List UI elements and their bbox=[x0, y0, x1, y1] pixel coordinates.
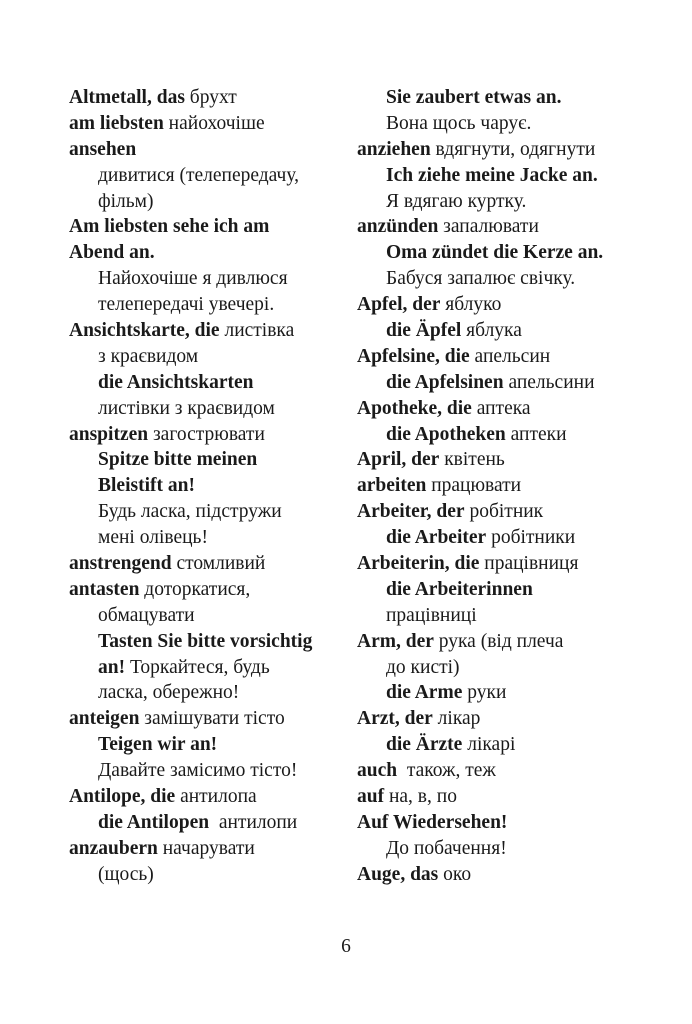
dictionary-line bbox=[69, 292, 344, 318]
headword: ansehen bbox=[69, 138, 137, 160]
page-number: 6 bbox=[341, 936, 351, 957]
dictionary-line bbox=[357, 163, 637, 189]
dictionary-line bbox=[357, 85, 637, 111]
headword: anzünden bbox=[357, 216, 439, 238]
translation: Бабуся запалює свічку. bbox=[386, 268, 576, 290]
dictionary-line bbox=[69, 758, 344, 784]
dictionary-line bbox=[69, 732, 344, 758]
translation: стомливий bbox=[171, 553, 266, 575]
dictionary-line bbox=[69, 370, 344, 396]
translation: на, в, по bbox=[384, 786, 457, 808]
headword: Bleistift an! bbox=[98, 475, 195, 497]
headword: Altmetall, das bbox=[69, 87, 185, 108]
translation: Найохочіше я дивлюся bbox=[98, 268, 288, 290]
dictionary-line bbox=[357, 758, 637, 784]
dictionary-line bbox=[69, 163, 344, 189]
headword: Am liebsten sehe ich am bbox=[69, 216, 270, 238]
dictionary-line bbox=[357, 629, 637, 655]
headword: Spitze bitte meinen bbox=[98, 449, 258, 471]
right-column bbox=[357, 85, 637, 888]
dictionary-line bbox=[69, 318, 344, 344]
translation: замішувати тісто bbox=[139, 708, 285, 730]
translation: яблуко bbox=[440, 294, 502, 316]
headword: April, der bbox=[357, 449, 440, 471]
dictionary-line bbox=[357, 577, 637, 603]
translation: яблука bbox=[461, 320, 522, 342]
dictionary-line bbox=[357, 137, 637, 163]
headword: Antilope, die bbox=[69, 786, 176, 808]
dictionary-line bbox=[357, 111, 637, 137]
headword: die Apfelsinen bbox=[386, 371, 504, 393]
translation: обмацувати bbox=[98, 604, 195, 626]
dictionary-line bbox=[69, 862, 344, 888]
dictionary-line bbox=[69, 836, 344, 862]
translation: око bbox=[438, 863, 472, 885]
dictionary-line bbox=[69, 629, 344, 655]
translation: листівка bbox=[219, 320, 295, 342]
translation: аптека bbox=[471, 397, 531, 419]
dictionary-line bbox=[357, 862, 637, 888]
left-column bbox=[69, 85, 344, 888]
translation: рука (від плеча bbox=[433, 630, 564, 652]
translation: руки bbox=[462, 682, 507, 704]
headword: die Äpfel bbox=[386, 320, 462, 342]
dictionary-line bbox=[69, 422, 344, 448]
headword: die Arbeiterinnen bbox=[386, 578, 533, 600]
dictionary-line bbox=[357, 189, 637, 215]
headword: Ansichtskarte, die bbox=[69, 320, 220, 342]
headword: Apfel, der bbox=[357, 294, 441, 316]
headword: Auge, das bbox=[357, 863, 439, 885]
headword: anstrengend bbox=[69, 553, 172, 575]
dictionary-line bbox=[69, 473, 344, 499]
headword: Tasten Sie bitte vorsichtig bbox=[98, 630, 313, 652]
translation: працювати bbox=[426, 475, 522, 497]
dictionary-line bbox=[357, 706, 637, 732]
translation: лікар bbox=[432, 708, 481, 730]
translation: листівки з краєвидом bbox=[98, 397, 275, 419]
translation: робітник bbox=[464, 501, 544, 523]
translation: ласка, обережно! bbox=[98, 682, 240, 704]
dictionary-line bbox=[69, 111, 344, 137]
dictionary-line bbox=[69, 525, 344, 551]
headword: anziehen bbox=[357, 138, 431, 160]
dictionary-line bbox=[69, 499, 344, 525]
dictionary-line bbox=[69, 577, 344, 603]
dictionary-line bbox=[357, 214, 637, 240]
dictionary-line bbox=[357, 551, 637, 577]
translation: Вона щось чарує. bbox=[386, 112, 532, 134]
headword: anteigen bbox=[69, 708, 140, 730]
dictionary-line bbox=[357, 655, 637, 681]
translation: загострювати bbox=[148, 423, 265, 445]
dictionary-line bbox=[69, 551, 344, 577]
headword: Auf Wiedersehen! bbox=[357, 811, 508, 833]
translation: з краєвидом bbox=[98, 345, 199, 367]
dictionary-line bbox=[357, 680, 637, 706]
translation: фільм) bbox=[98, 190, 154, 212]
translation: також, теж bbox=[397, 760, 496, 782]
dictionary-line bbox=[357, 240, 637, 266]
translation: працівниці bbox=[386, 604, 477, 626]
translation: Будь ласка, підстружи bbox=[98, 501, 282, 523]
headword: Arbeiter, der bbox=[357, 501, 465, 523]
headword: arbeiten bbox=[357, 475, 427, 497]
translation: мені олівець! bbox=[98, 527, 208, 549]
headword: die Arbeiter bbox=[386, 527, 487, 549]
headword: an! bbox=[98, 656, 126, 678]
translation: лікарі bbox=[462, 734, 516, 756]
headword: die Apotheken bbox=[386, 423, 506, 445]
dictionary-line bbox=[69, 447, 344, 473]
dictionary-line bbox=[357, 810, 637, 836]
dictionary-line bbox=[357, 603, 637, 629]
dictionary-line bbox=[357, 318, 637, 344]
headword: anzaubern bbox=[69, 837, 158, 859]
headword: Arbeiterin, die bbox=[357, 553, 480, 575]
dictionary-line bbox=[357, 344, 637, 370]
headword: am liebsten bbox=[69, 112, 164, 134]
translation: начарувати bbox=[157, 837, 255, 859]
dictionary-line bbox=[357, 473, 637, 499]
dictionary-line bbox=[69, 680, 344, 706]
dictionary-line bbox=[69, 603, 344, 629]
dictionary-line bbox=[69, 214, 344, 240]
dictionary-line bbox=[357, 396, 637, 422]
dictionary-line bbox=[69, 810, 344, 836]
translation: вдягнути, одягнути bbox=[430, 138, 596, 160]
headword: Arzt, der bbox=[357, 708, 433, 730]
dictionary-line bbox=[69, 266, 344, 292]
translation: антилопа bbox=[175, 786, 257, 808]
translation: Давайте замісимо тісто! bbox=[98, 760, 298, 782]
headword: anspitzen bbox=[69, 423, 149, 445]
translation: робітники bbox=[486, 527, 576, 549]
translation: брухт bbox=[184, 87, 237, 108]
dictionary-line bbox=[357, 732, 637, 758]
translation: До побачення! bbox=[386, 837, 507, 859]
dictionary-line bbox=[357, 499, 637, 525]
translation: доторкатися, bbox=[139, 578, 251, 600]
dictionary-line bbox=[357, 525, 637, 551]
dictionary-line bbox=[69, 85, 344, 111]
headword: die Arme bbox=[386, 682, 463, 704]
translation: квітень bbox=[439, 449, 505, 471]
translation: апельсини bbox=[503, 371, 595, 393]
dictionary-line bbox=[357, 784, 637, 810]
dictionary-line bbox=[69, 784, 344, 810]
translation: Торкайтеся, будь bbox=[125, 656, 270, 678]
headword: die Ärzte bbox=[386, 734, 463, 756]
translation: аптеки bbox=[505, 423, 567, 445]
dictionary-line bbox=[357, 266, 637, 292]
headword: auch bbox=[357, 760, 398, 782]
headword: Apotheke, die bbox=[357, 397, 472, 419]
headword: Oma zündet die Kerze an. bbox=[386, 242, 604, 264]
translation: Я вдягаю куртку. bbox=[386, 190, 527, 212]
translation: антилопи bbox=[209, 811, 298, 833]
headword: auf bbox=[357, 786, 385, 808]
translation: запалювати bbox=[438, 216, 539, 238]
headword: Ich ziehe meine Jacke an. bbox=[386, 164, 598, 186]
translation: телепередачі увечері. bbox=[98, 294, 275, 316]
headword: Sie zaubert etwas an. bbox=[386, 87, 562, 108]
translation: дивитися (телепередачу, bbox=[98, 164, 300, 186]
dictionary-line bbox=[69, 706, 344, 732]
headword: antasten bbox=[69, 578, 140, 600]
translation: працівниця bbox=[479, 553, 579, 575]
dictionary-line bbox=[357, 836, 637, 862]
dictionary-line bbox=[69, 189, 344, 215]
dictionary-line bbox=[69, 137, 344, 163]
translation: найохочіше bbox=[163, 112, 265, 134]
dictionary-line bbox=[357, 422, 637, 448]
headword: die Ansichtskarten bbox=[98, 371, 254, 393]
headword: Abend an. bbox=[69, 242, 155, 264]
headword: Arm, der bbox=[357, 630, 434, 652]
translation: до кисті) bbox=[386, 656, 460, 678]
headword: die Antilopen bbox=[98, 811, 210, 833]
headword: Teigen wir an! bbox=[98, 734, 218, 756]
dictionary-line bbox=[69, 655, 344, 681]
dictionary-line bbox=[357, 447, 637, 473]
dictionary-line bbox=[69, 396, 344, 422]
translation: апельсин bbox=[469, 345, 551, 367]
dictionary-line bbox=[69, 240, 344, 266]
dictionary-line bbox=[357, 292, 637, 318]
dictionary-line bbox=[357, 370, 637, 396]
dictionary-line bbox=[69, 344, 344, 370]
translation: (щось) bbox=[98, 863, 154, 885]
headword: Apfelsine, die bbox=[357, 345, 470, 367]
